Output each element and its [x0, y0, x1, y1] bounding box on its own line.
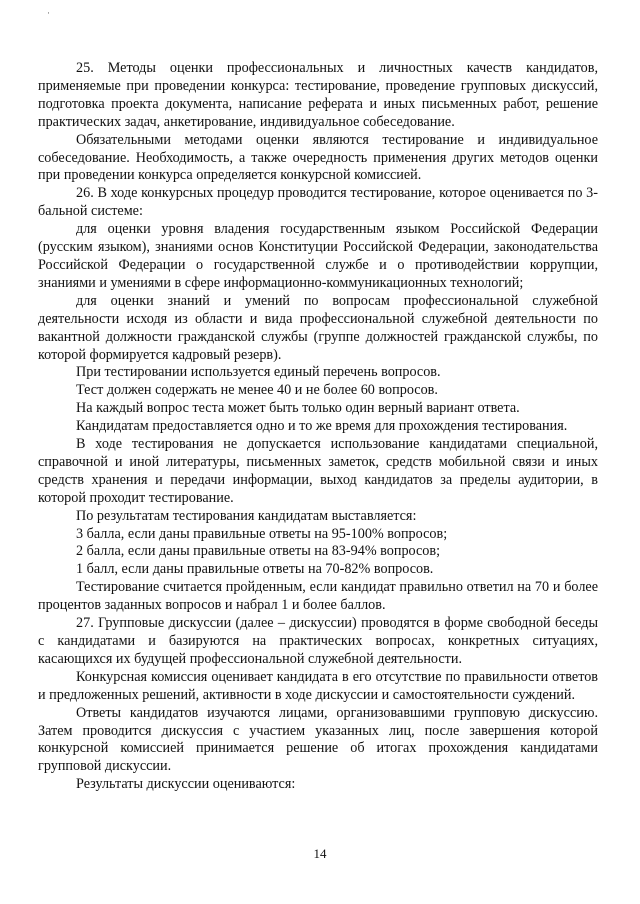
paragraph: При тестировании используется единый перечень вопросов. [76, 364, 441, 381]
paragraph: 3 балла, если даны правильные ответы на 95-100% вопросов; [76, 525, 448, 542]
paragraph: 26. В ходе конкурсных процедур проводится тестирование, которое оценивается по 3-бальной системе: [38, 185, 598, 220]
paragraph: Кандидатам предоставляется одно и то же время для прохождения тестирования. [76, 418, 568, 435]
paragraph: Ответы кандидатов изучаются лицами, организовавшими групповую дискуссию. Затем проводится дискуссия с участием указанных лиц, после завершения которой конкурсной комиссией принимается решение об итогах прохождения кандидатами групповой дискуссии. [38, 704, 598, 775]
scan-mark: · [47, 8, 50, 18]
paragraph: 25. Методы оценки профессиональных и личностных качеств кандидатов, применяемые при проведении конкурса: тестирование, проведение групповых дискуссий, подготовка проекта документа, написание реферата и иных письменных работ, решение практических задач, анкетирование, индивидуальное собеседование. [38, 60, 598, 130]
paragraph: На каждый вопрос теста может быть только один верный вариант ответа. [76, 400, 520, 417]
paragraph: 2 балла, если даны правильные ответы на 83-94% вопросов; [76, 543, 441, 560]
paragraph: Конкурсная комиссия оценивает кандидата в его отсутствие по правильности ответов и предложенных решений, активности в ходе дискуссии и самостоятельности суждений. [38, 668, 598, 703]
paragraph: для оценки знаний и умений по вопросам профессиональной служебной деятельности исходя из области и вида профессиональной служебной деятельности по вакантной должности гражданской службы (группе должностей гражданской службы, по которой формируется кадровый резерв). [38, 292, 598, 363]
page-number: 14 [313, 846, 327, 861]
paragraph: Результаты дискуссии оцениваются: [76, 776, 296, 793]
paragraph: Тестирование считается пройденным, если кандидат правильно ответил на 70 и более процентов заданных вопросов и набрал 1 и более баллов. [38, 579, 598, 614]
document-body [38, 60, 598, 794]
paragraph: для оценки уровня владения государственным языком Российской Федерации (русским языком), знаниями основ Конституции Российской Федерации, законодательства Российской Федерации о государственной службе и о противодействии коррупции, знаниями и умениями в сфере информационно-коммуникационных технологий; [38, 221, 598, 291]
paragraph: В ходе тестирования не допускается использование кандидатами специальной, справочной и иной литературы, письменных заметок, средств мобильной связи и иных средств хранения и передачи информации, выход кандидатов за пределы аудитории, в которой проходит тестирование. [38, 436, 598, 506]
paragraph: 27. Групповые дискуссии (далее – дискуссии) проводятся в форме свободной беседы с кандидатами и базируются на практических вопросах, конкретных ситуациях, касающихся их будущей профессиональной служебной деятельности. [38, 615, 598, 667]
paragraph: По результатам тестирования кандидатам выставляется: [76, 507, 417, 524]
paragraph: 1 балл, если даны правильные ответы на 70-82% вопросов. [76, 561, 434, 578]
paragraph: Тест должен содержать не менее 40 и не более 60 вопросов. [76, 382, 438, 399]
paragraph: Обязательными методами оценки являются тестирование и индивидуальное собеседование. Необходимость, а также очередность применения других методов оценки при проведении конкурса определяется конкурсной комиссией. [38, 131, 598, 184]
